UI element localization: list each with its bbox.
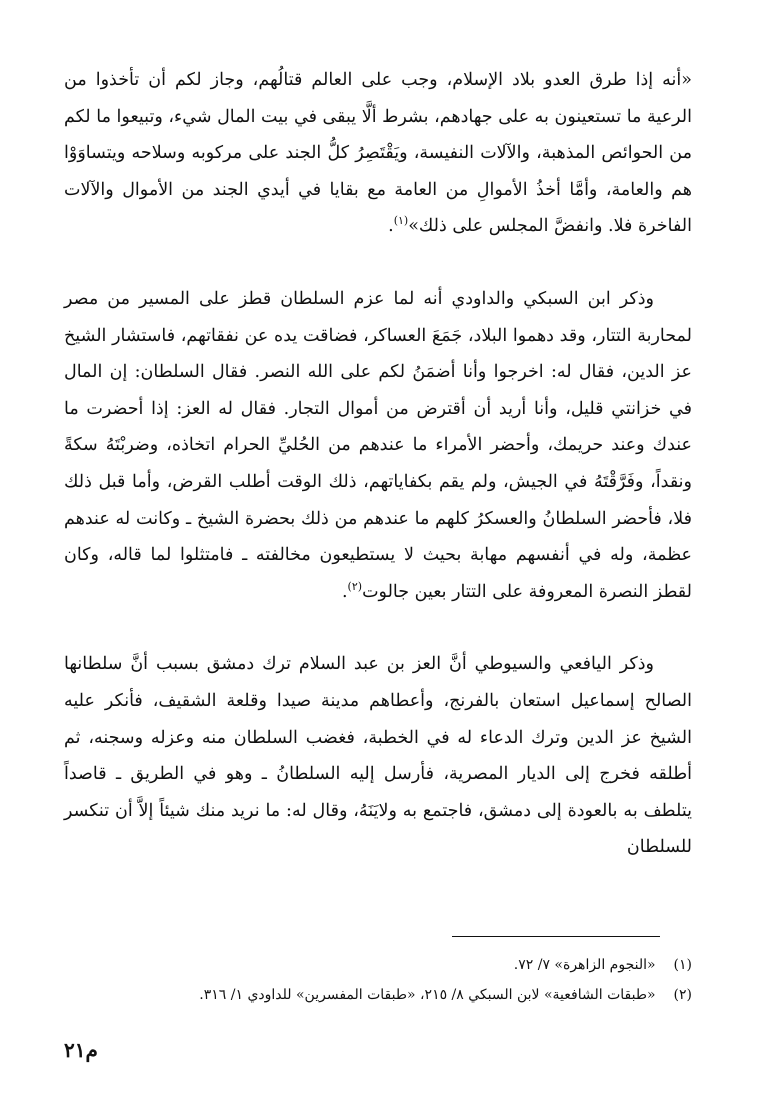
paragraph-1	[64, 62, 692, 245]
paragraph-1-end: .	[388, 216, 394, 237]
paragraph-3-text: وذكر اليافعي والسيوطي أنَّ العز بن عبد السلام ترك دمشق بسبب أنَّ سلطانها الصالح إسماعيل استعان بالفرنج، وأعطاهم مدينة صيدا وقلعة الشقيف، فأنكر عليه الشيخ عز الدين وترك الدعاء له في الخطبة، فغضب السلطان منه وعزله وسجنه، ثم أطلقه فخرج إلى الديار المصرية، فأرسل إليه السلطانُ ـ وهو في الطريق ـ قاصداً يتلطف به بالعودة إلى دمشق، فاجتمع به ولايَنَهُ، وقال له: ما نريد منك شيئاً إلاَّ أن تنكسر للسلطان	[64, 654, 692, 858]
main-text	[64, 62, 692, 866]
footnote-2-number: (٢)	[673, 987, 692, 1003]
paragraph-2-text: وذكر ابن السبكي والداودي أنه لما عزم السلطان قطز على المسير من مصر لمحاربة التتار، وقد دهموا البلاد، جَمَعَ العساكر، فضاقت يده عن نفقاتهم، فاستشار الشيخ عز الدين، فقال له: اخرجوا وأنا أضمَنُ لكم على الله النصر. فقال السلطان: إن المال في خزانتي قليل، وأنا أريد أن أقترض من أموال التجار. فقال له العز: إذا أحضرت ما عندك وعند حريمك، وأحضر الأمراء ما عندهم من الحُليِّ الحرام اتخاذه، وضربْتَهُ سكةً ونقداً، وفَرَّقْتَهُ في الجيش، ولم يقم بكفاياتهم، ذلك الوقت أطلب القرض، وأما قبل ذلك فلا، فأحضر السلطانُ والعسكرُ كلهم ما عندهم من ذلك بحضرة الشيخ ـ وكانت له عندهم عظمة، وله في أنفسهم مهابة بحيث لا يستطيعون مخالفته ـ فامتثلوا لما قاله، وكان لقطز النصرة المعروفة على التتار بعين جالوت	[64, 288, 692, 602]
footnote-ref-1: (١)	[393, 214, 409, 228]
paragraph-1-text: «أنه إذا طرق العدو بلاد الإسلام، وجب على العالم قتالُهم، وجاز لكم أن تأخذوا من الرعية ما تستعينون به على جهادهم، بشرط ألَّا يبقى في بيت المال شيء، وتبيعوا ما لكم من الحوائص المذهبة، والآلات النفيسة، ويَقْتَصِرُ كلُّ الجند على مركوبه وسلاحه ويتساوَوْا هم والعامة، وأمَّا أخذُ الأموالِ من العامة مع بقايا في أيدي الجند من الأموال والآلات الفاخرة فلا. وانفضَّ المجلس على ذلك»	[64, 70, 692, 237]
footnote-1	[64, 950, 692, 980]
footnote-ref-2: (٢)	[347, 579, 363, 593]
footnote-1-text: «النجوم الزاهرة» ٧/ ٧٢.	[513, 957, 656, 973]
footnotes	[64, 950, 692, 1010]
footnote-1-number: (١)	[673, 957, 692, 973]
paragraph-2	[64, 281, 692, 610]
page-number: م٢١	[64, 1038, 98, 1062]
paragraph-3	[64, 646, 692, 866]
footnote-2-text: «طبقات الشافعية» لابن السبكي ٨/ ٢١٥، «طبقات المفسرين» للداودي ١/ ٣١٦.	[199, 987, 656, 1003]
footnote-divider	[452, 936, 660, 937]
footnote-2	[64, 980, 692, 1010]
paragraph-2-end: .	[341, 581, 348, 602]
